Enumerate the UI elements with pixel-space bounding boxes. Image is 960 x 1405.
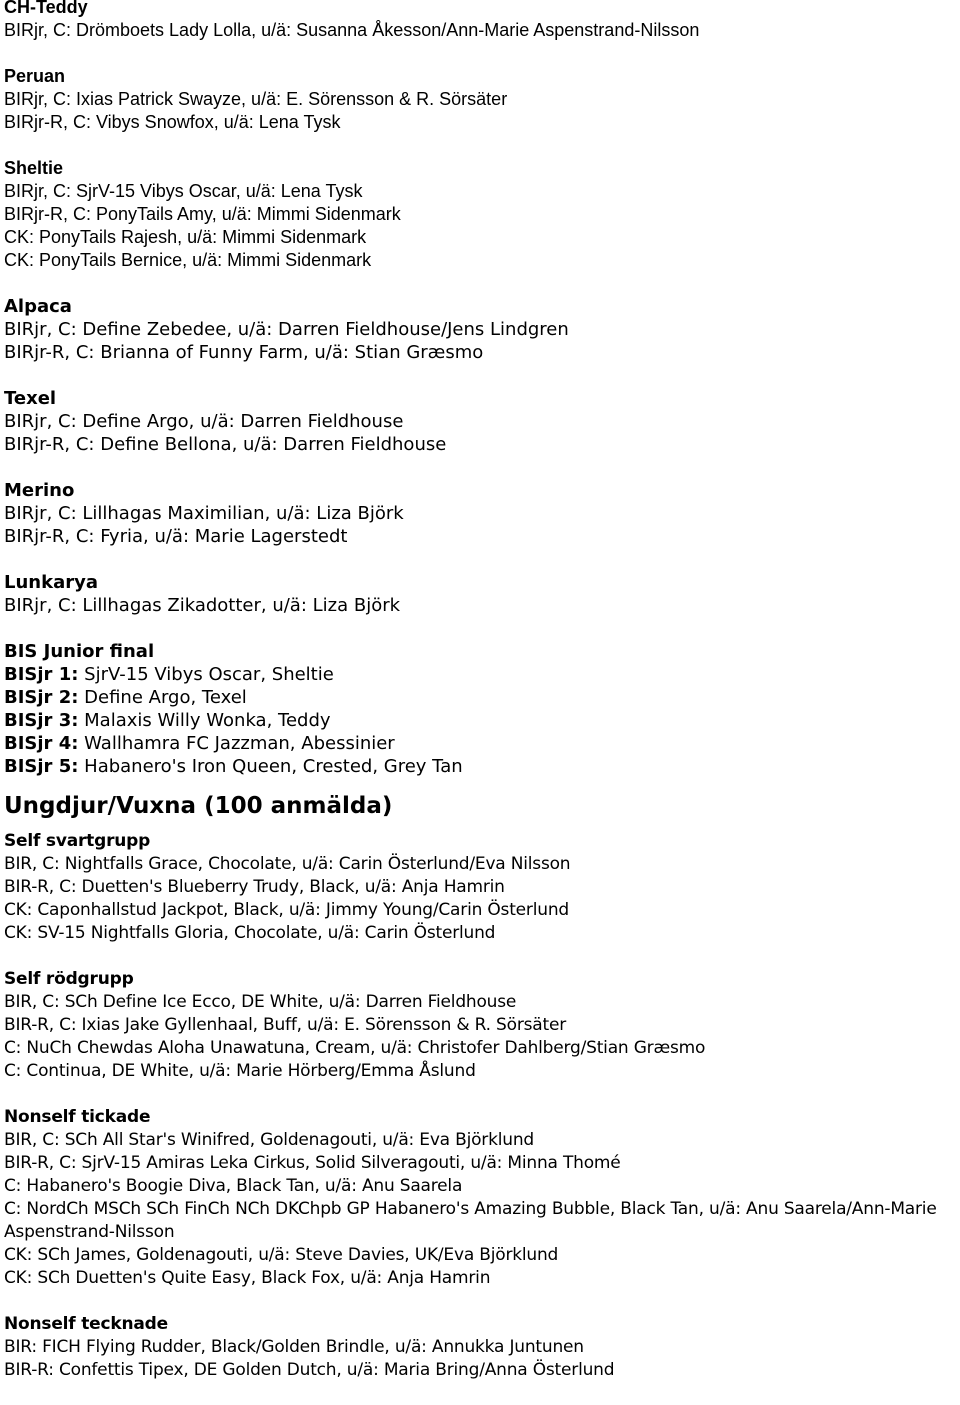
result-line: BIRjr-R, C: Brianna of Funny Farm, u/ä: Stian Græsmo: [4, 342, 484, 363]
result-line: BIRjr, C: SjrV-15 Vibys Oscar, u/ä: Lena Tysk: [4, 181, 363, 201]
section-spacer: [4, 945, 960, 968]
result-line: CK: SCh Duetten's Quite Easy, Black Fox, u/ä: Anja Hamrin: [4, 1268, 491, 1288]
result-line: CK: PonyTails Rajesh, u/ä: Mimmi Sidenmark: [4, 227, 367, 247]
bis-placing-text: Malaxis Willy Wonka, Teddy: [84, 710, 331, 731]
result-line: CK: PonyTails Bernice, u/ä: Mimmi Sidenmark: [4, 250, 372, 270]
bis-placing: [4, 663, 960, 686]
bis-placing-label: BISjr 1:: [4, 664, 79, 685]
result-line: BIR-R, C: Ixias Jake Gyllenhaal, Buff, u/ä: E. Sörensson & R. Sörsäter: [4, 1015, 567, 1035]
result-line: C: NordCh MSCh SCh FinCh NCh DKChpb GP Habanero's Amazing Bubble, Black Tan, u/ä: Anu Saarela/Ann-Marie: [4, 1199, 937, 1219]
bis-placing-label: BISjr 4:: [4, 733, 79, 754]
result-line: BIRjr-R, C: PonyTails Amy, u/ä: Mimmi Sidenmark: [4, 204, 401, 224]
section-heading: CH-Teddy: [4, 0, 88, 17]
section-spacer: [4, 456, 960, 479]
breed-section: [4, 1313, 960, 1405]
section-spacer: [4, 1290, 960, 1313]
result-line: BIRjr, C: Define Zebedee, u/ä: Darren Fieldhouse/Jens Lindgren: [4, 319, 569, 340]
section-spacer: [4, 617, 960, 640]
result-line: BIR, C: Nightfalls Grace, Chocolate, u/ä: Carin Österlund/Eva Nilsson: [4, 854, 571, 874]
bis-junior-placings: [4, 663, 960, 778]
bis-junior-final: [4, 640, 960, 778]
section-heading: Sheltie: [4, 158, 64, 178]
section-spacer: [4, 548, 960, 571]
adult-section-title: Ungdjur/Vuxna (100 anmälda): [4, 793, 393, 819]
bis-placing-text: SjrV-15 Vibys Oscar, Sheltie: [84, 664, 334, 685]
section-heading: Texel: [4, 388, 57, 409]
bis-placing: [4, 755, 960, 778]
bis-placing: [4, 709, 960, 732]
document-page: [4, 0, 960, 1405]
bis-placing-text: Wallhamra FC Jazzman, Abessinier: [84, 733, 395, 754]
result-line: Aspenstrand-Nilsson: [4, 1222, 175, 1242]
breed-section: [4, 387, 960, 479]
section-spacer: [4, 364, 960, 387]
section-spacer: [4, 42, 960, 65]
breed-section: [4, 65, 960, 157]
result-line: BIR-R, C: Duetten's Blueberry Trudy, Black, u/ä: Anja Hamrin: [4, 877, 505, 897]
result-line: CK: Caponhallstud Jackpot, Black, u/ä: Jimmy Young/Carin Österlund: [4, 900, 569, 920]
result-line: C: NuCh Chewdas Aloha Unawatuna, Cream, u/ä: Christofer Dahlberg/Stian Græsmo: [4, 1038, 706, 1058]
result-line: BIRjr-R, C: Define Bellona, u/ä: Darren Fieldhouse: [4, 434, 447, 455]
bis-placing-label: BISjr 3:: [4, 710, 79, 731]
section-heading: Alpaca: [4, 296, 72, 317]
breed-section: [4, 157, 960, 295]
section-spacer: [4, 1083, 960, 1106]
section-spacer: [4, 1382, 960, 1405]
result-line: BIRjr, C: Drömboets Lady Lolla, u/ä: Susanna Åkesson/Ann-Marie Aspenstrand-Nilsson: [4, 20, 700, 40]
bis-placing-text: Define Argo, Texel: [84, 687, 247, 708]
adult-sections: [4, 830, 960, 1405]
section-heading: Nonself tickade: [4, 1107, 151, 1127]
junior-sections-group-b: [4, 295, 960, 640]
section-heading: Self svartgrupp: [4, 831, 151, 851]
bis-placing: [4, 732, 960, 755]
result-line: BIR-R, C: SjrV-15 Amiras Leka Cirkus, Solid Silveragouti, u/ä: Minna Thomé: [4, 1153, 621, 1173]
result-line: C: Habanero's Boogie Diva, Black Tan, u/ä: Anu Saarela: [4, 1176, 463, 1196]
result-line: BIR, C: SCh Define Ice Ecco, DE White, u/ä: Darren Fieldhouse: [4, 992, 517, 1012]
result-line: BIR, C: SCh All Star's Winifred, Goldenagouti, u/ä: Eva Björklund: [4, 1130, 534, 1150]
result-line: BIR-R: Confettis Tipex, DE Golden Dutch, u/ä: Maria Bring/Anna Österlund: [4, 1360, 615, 1380]
result-line: BIRjr, C: Lillhagas Zikadotter, u/ä: Liza Björk: [4, 595, 401, 616]
junior-sections-group-a: [4, 0, 960, 295]
result-line: BIR: FICH Flying Rudder, Black/Golden Brindle, u/ä: Annukka Juntunen: [4, 1337, 584, 1357]
bis-placing-label: BISjr 5:: [4, 756, 79, 777]
result-line: CK: SCh James, Goldenagouti, u/ä: Steve Davies, UK/Eva Björklund: [4, 1245, 559, 1265]
result-line: BIRjr, C: Lillhagas Maximilian, u/ä: Liza Björk: [4, 503, 404, 524]
breed-section: [4, 295, 960, 387]
section-heading: Self rödgrupp: [4, 969, 134, 989]
result-line: BIRjr, C: Ixias Patrick Swayze, u/ä: E. Sörensson & R. Sörsäter: [4, 89, 508, 109]
bis-placing: [4, 686, 960, 709]
result-line: BIRjr, C: Define Argo, u/ä: Darren Fieldhouse: [4, 411, 404, 432]
result-line: BIRjr-R, C: Fyria, u/ä: Marie Lagerstedt: [4, 526, 348, 547]
bis-junior-heading: BIS Junior final: [4, 641, 155, 662]
bis-placing-label: BISjr 2:: [4, 687, 79, 708]
result-line: C: Continua, DE White, u/ä: Marie Hörberg/Emma Åslund: [4, 1061, 476, 1081]
bis-placing-text: Habanero's Iron Queen, Crested, Grey Tan: [84, 756, 463, 777]
section-heading: Peruan: [4, 66, 66, 86]
section-heading: Lunkarya: [4, 572, 98, 593]
result-line: CK: SV-15 Nightfalls Gloria, Chocolate, u/ä: Carin Österlund: [4, 923, 496, 943]
breed-section: [4, 830, 960, 968]
result-line: BIRjr-R, C: Vibys Snowfox, u/ä: Lena Tysk: [4, 112, 341, 132]
breed-section: [4, 1106, 960, 1313]
breed-section: [4, 479, 960, 571]
breed-section: [4, 0, 960, 65]
section-heading: Merino: [4, 480, 75, 501]
breed-section: [4, 968, 960, 1106]
breed-section: [4, 571, 960, 640]
section-spacer: [4, 134, 960, 157]
section-heading: Nonself tecknade: [4, 1314, 168, 1334]
section-spacer: [4, 272, 960, 295]
